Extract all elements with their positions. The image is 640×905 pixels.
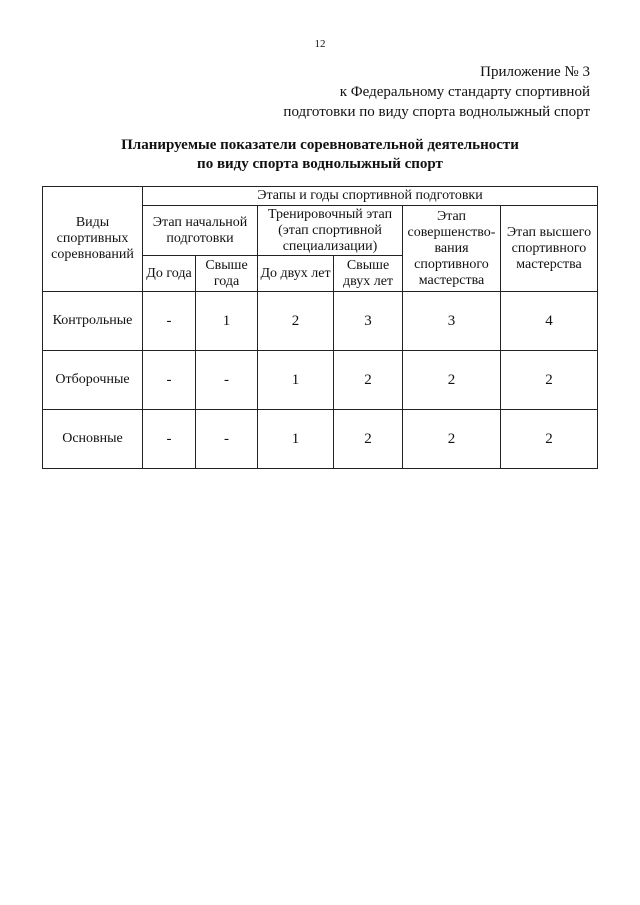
table-cell: 2: [334, 351, 403, 410]
stage-highest-header: Этап высшего спортивного мастерства: [501, 206, 598, 292]
table-cell: -: [196, 351, 258, 410]
stage-initial-header: Этап начальной подготовки: [143, 206, 258, 256]
table-cell: 2: [501, 351, 598, 410]
document-title: [0, 136, 640, 174]
stage-training-header: Тренировочный этап (этап спортивной специализации): [258, 206, 403, 256]
competition-type: Отборочные: [43, 351, 143, 410]
table-row: [43, 292, 598, 351]
table-cell: 1: [258, 410, 334, 469]
sub-training-over-two: Свыше двух лет: [334, 256, 403, 292]
competition-type: Основные: [43, 410, 143, 469]
table-cell: 1: [196, 292, 258, 351]
table-cell: -: [143, 351, 196, 410]
table-cell: 3: [403, 292, 501, 351]
table-row: [43, 410, 598, 469]
appendix-header: [283, 62, 590, 122]
competition-indicators-table: [42, 186, 598, 469]
table-cell: 3: [334, 292, 403, 351]
title-line-2: по виду спорта воднолыжный спорт: [197, 156, 443, 172]
table-cell: 2: [258, 292, 334, 351]
page-number: 12: [314, 38, 326, 50]
appendix-line-2: к Федеральному стандарту спортивной: [339, 84, 590, 100]
table-cell: 1: [258, 351, 334, 410]
title-line-1: Планируемые показатели соревновательной деятельности: [121, 137, 519, 153]
sub-training-up-to-two: До двух лет: [258, 256, 334, 292]
table-cell: 2: [403, 351, 501, 410]
table-cell: 2: [334, 410, 403, 469]
table-cell: -: [143, 292, 196, 351]
stage-improvement-header: Этап совершенство-вания спортивного мастерства: [403, 206, 501, 292]
appendix-line-1: Приложение № 3: [480, 64, 590, 80]
row-header-cell: Виды спортивных соревнований: [43, 187, 143, 292]
sub-initial-over-year: Свыше года: [196, 256, 258, 292]
competition-type: Контрольные: [43, 292, 143, 351]
appendix-line-3: подготовки по виду спорта воднолыжный спорт: [283, 104, 590, 120]
sub-initial-up-to-year: До года: [143, 256, 196, 292]
table-cell: -: [196, 410, 258, 469]
table-cell: 2: [501, 410, 598, 469]
group-header-cell: Этапы и годы спортивной подготовки: [143, 187, 598, 206]
table-cell: 4: [501, 292, 598, 351]
header-row-1: [43, 187, 598, 206]
table-row: [43, 351, 598, 410]
table-cell: -: [143, 410, 196, 469]
table-cell: 2: [403, 410, 501, 469]
